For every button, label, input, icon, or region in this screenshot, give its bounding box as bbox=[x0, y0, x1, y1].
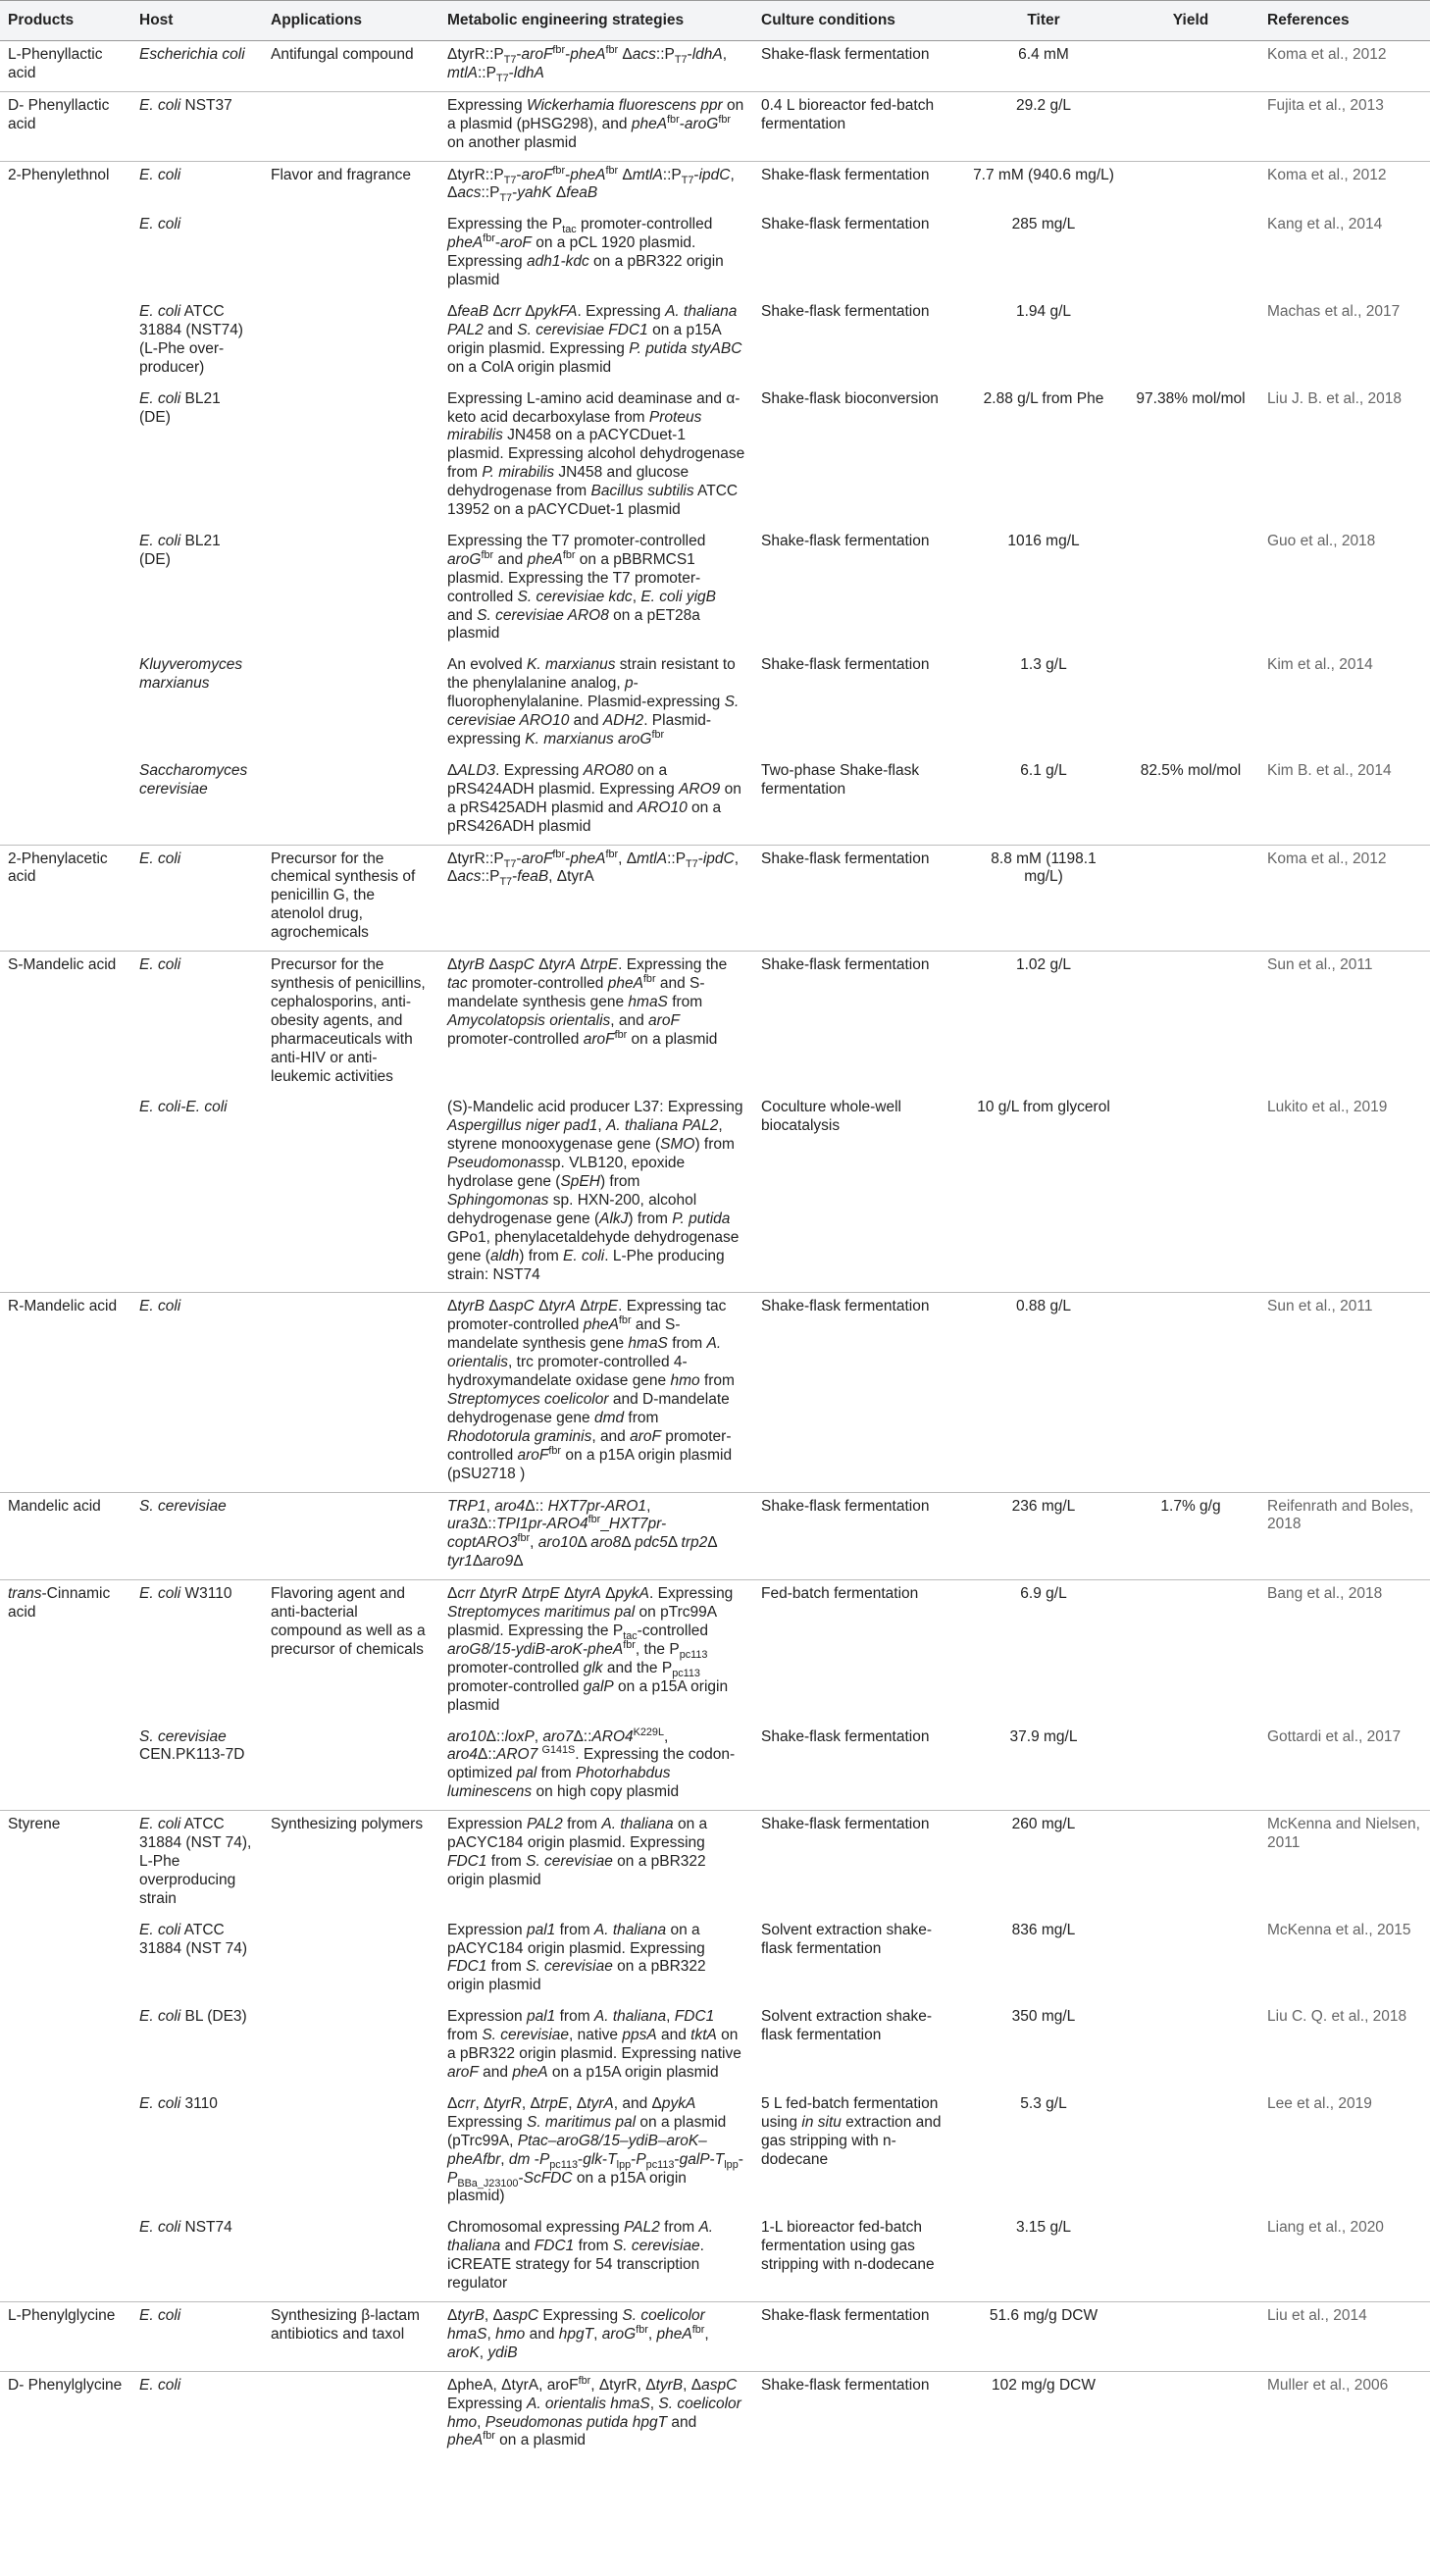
cell-reference: Kim et al., 2014 bbox=[1267, 656, 1373, 674]
cell-product bbox=[0, 2214, 131, 2301]
cell-strategy: (S)-Mandelic acid producer L37: Expressing Aspergillus niger pad1, A. thaliana PAL2, styrene monooxygenase gene (SMO) from Pseudomonassp. VLB120, epoxide hydrolase gene (SpEH) from Sphingomonas sp. HXN-200, alcohol dehydrogenase gene (AlkJ) from P. putida GPo1, phenylacetaldehyde dehydrogenase gene (aldh) from E. coli. L-Phe producing strain: NST74 bbox=[447, 1099, 743, 1283]
cell-culture-conditions: Fed-batch fermentation bbox=[753, 1580, 965, 1724]
cell-culture-conditions: Shake-flask fermentation bbox=[753, 1811, 965, 1917]
table-row bbox=[0, 91, 1430, 161]
cell-product bbox=[0, 757, 131, 845]
cell-yield: 82.5% mol/mol bbox=[1140, 761, 1242, 779]
cell-host: E. coli bbox=[131, 845, 263, 952]
cell-yield bbox=[1122, 2090, 1259, 2214]
cell-application bbox=[263, 211, 439, 298]
header-products: Products bbox=[0, 1, 131, 41]
cell-reference: Koma et al., 2012 bbox=[1259, 161, 1430, 211]
cell-reference: Reifenrath and Boles, 2018 bbox=[1259, 1492, 1430, 1580]
cell-strategy: Δcrr, ΔtyrR, ΔtrpE, ΔtyrA, and ΔpykA Expressing S. maritimus pal on a plasmid (pTrc99A, Ptac–aroG8/15–ydiB–aroK–pheAfbr, dm $-P_{pc113}-glk-T_{lpp}-P_{pc113}-galP-T_{lpp}-P_{BBa\_J23100}$-ScFDC on a p15A origin plasmid) bbox=[447, 2094, 743, 2205]
cell-application bbox=[263, 2090, 439, 2214]
cell-reference: Sun et al., 2011 bbox=[1259, 952, 1430, 1095]
header-applications: Applications bbox=[263, 1, 439, 41]
cell-strategy: $\Delta tyrR::P_{T7}-aroF^{fbr}-pheA^{fbr}$ $\Delta mtlA::P_{T7}$-ipdC, $\Delta acs::P_{T7}$-yahK ΔfeaB bbox=[439, 161, 753, 211]
cell-reference: Kim B. et al., 2014 bbox=[1267, 761, 1392, 779]
table-row bbox=[0, 1094, 1430, 1293]
cell-product: R-Mandelic acid bbox=[0, 1293, 131, 1492]
cell-product bbox=[0, 651, 131, 757]
cell-reference: Liu C. Q. et al., 2018 bbox=[1267, 2008, 1407, 2026]
cell-product: Mandelic acid bbox=[0, 1492, 131, 1580]
cell-culture-conditions: Shake-flask fermentation bbox=[753, 1293, 965, 1492]
cell-reference: Lukito et al., 2019 bbox=[1267, 1099, 1388, 1116]
cell-host: E. coli bbox=[139, 216, 181, 233]
table-row bbox=[0, 211, 1430, 298]
cell-product: trans-Cinnamic acid bbox=[0, 1580, 131, 1724]
cell-application bbox=[263, 298, 439, 386]
cell-titer: 51.6 mg/g DCW bbox=[965, 2301, 1122, 2371]
cell-culture-conditions: 5 L fed-batch fermentation using in situ extraction and gas stripping with n-dodecane bbox=[761, 2094, 942, 2168]
cell-application: Flavor and fragrance bbox=[263, 161, 439, 211]
cell-yield bbox=[1122, 2371, 1259, 2458]
cell-strategy: Expressing L-amino acid deaminase and α-keto acid decarboxylase from Proteus mirabilis JN458 on a pACYCDuet-1 plasmid. Expressing alcohol dehydrogenase from P. mirabilis JN458 and glucose dehydrogenase from Bacillus subtilis ATCC 13952 on a pACYCDuet-1 plasmid bbox=[447, 389, 745, 519]
cell-product: S-Mandelic acid bbox=[0, 952, 131, 1095]
cell-yield bbox=[1122, 1094, 1259, 1293]
cell-yield bbox=[1122, 211, 1259, 298]
cell-reference: Sun et al., 2011 bbox=[1259, 1293, 1430, 1492]
cell-yield bbox=[1122, 845, 1259, 952]
cell-yield bbox=[1122, 952, 1259, 1095]
cell-titer: 260 mg/L bbox=[965, 1811, 1122, 1917]
cell-strategy: ΔtyrB ΔaspC ΔtyrA ΔtrpE. Expressing tac promoter-controlled pheA$^{fbr}$ and S-mandelate synthesis gene hmaS from A. orientalis, trc promoter-controlled 4-hydroxymandelate oxidase gene hmo from Streptomyces coelicolor and D-mandelate dehydrogenase gene dmd from Rhodotorula graminis, and aroF promoter-controlled aroF$^{fbr}$ on a p15A origin plasmid (pSU2718 ) bbox=[439, 1293, 753, 1492]
cell-reference: Liu et al., 2014 bbox=[1259, 2301, 1430, 2371]
table-row bbox=[0, 757, 1430, 845]
table-row bbox=[0, 528, 1430, 651]
cell-application bbox=[263, 1492, 439, 1580]
cell-strategy: Δcrr ΔtyrR ΔtrpE ΔtyrA ΔpykA. Expressing Streptomyces maritimus pal on pTrc99A plasmid. Expressing the $P_{tac}$-controlled aroG8/15-ydiB-aroK-pheA$^{fbr}$, the $P_{pc113}$ promoter-controlled glk and the $P_{pc113}$ promoter-controlled galP on a p15A origin plasmid bbox=[439, 1580, 753, 1724]
cell-strategy: Expression PAL2 from A. thaliana on a pACYC184 origin plasmid. Expressing FDC1 from S. cerevisiae on a pBR322 origin plasmid bbox=[439, 1811, 753, 1917]
cell-culture-conditions: Shake-flask fermentation bbox=[753, 952, 965, 1095]
table-row bbox=[0, 298, 1430, 386]
cell-application bbox=[263, 386, 439, 528]
cell-culture-conditions: Shake-flask fermentation bbox=[753, 2301, 965, 2371]
cell-host: E. coli NST37 bbox=[131, 91, 263, 161]
cell-reference: Kang et al., 2014 bbox=[1267, 216, 1383, 233]
cell-culture-conditions: Two-phase Shake-flask fermentation bbox=[761, 761, 920, 798]
table-row bbox=[0, 1724, 1430, 1811]
cell-strategy: ΔfeaB Δcrr ΔpykFA. Expressing A. thaliana PAL2 and S. cerevisiae FDC1 on a p15A origin plasmid. Expressing P. putida styABC on a ColA origin plasmid bbox=[447, 302, 742, 376]
cell-titer: 285 mg/L bbox=[1011, 216, 1076, 233]
cell-application bbox=[263, 757, 439, 845]
table-body bbox=[0, 41, 1430, 2459]
cell-strategy: $\Delta tyrR::P_{T7}-aroF^{fbr}-pheA^{fbr}$, $\Delta mtlA::P_{T7}$-ipdC, $\Delta acs::P_{T7}$-feaB, ΔtyrA bbox=[439, 845, 753, 952]
cell-culture-conditions: Shake-flask fermentation bbox=[753, 2371, 965, 2458]
cell-yield bbox=[1122, 161, 1259, 211]
cell-application: Synthesizing β-lactam antibiotics and taxol bbox=[263, 2301, 439, 2371]
cell-yield bbox=[1122, 41, 1259, 92]
cell-product: 2-Phenylacetic acid bbox=[0, 845, 131, 952]
cell-host: E. coli bbox=[131, 1293, 263, 1492]
cell-reference: Koma et al., 2012 bbox=[1259, 845, 1430, 952]
cell-culture-conditions: Shake-flask fermentation bbox=[753, 161, 965, 211]
cell-culture-conditions: Coculture whole-well biocatalysis bbox=[761, 1099, 902, 1135]
table-row bbox=[0, 1917, 1430, 2004]
cell-titer: 1.94 g/L bbox=[1015, 302, 1072, 320]
cell-host: E. coli ATCC 31884 (NST 74) bbox=[139, 1921, 247, 1957]
cell-product bbox=[0, 298, 131, 386]
table-row bbox=[0, 1580, 1430, 1724]
cell-product: L-Phenylglycine bbox=[0, 2301, 131, 2371]
cell-host: E. coli NST74 bbox=[139, 2219, 232, 2237]
header-titer: Titer bbox=[965, 1, 1122, 41]
cell-yield bbox=[1122, 651, 1259, 757]
cell-reference: Liu J. B. et al., 2018 bbox=[1267, 389, 1403, 407]
cell-application bbox=[263, 1293, 439, 1492]
cell-application: Precursor for the synthesis of penicillins, cephalosporins, anti-obesity agents, and pharmaceuticals with anti-HIV or anti-leukemic activities bbox=[263, 952, 439, 1095]
cell-yield: 1.7% g/g bbox=[1122, 1492, 1259, 1580]
cell-host: S. cerevisiae bbox=[131, 1492, 263, 1580]
cell-product: D- Phenyllactic acid bbox=[0, 91, 131, 161]
table-row bbox=[0, 2003, 1430, 2090]
cell-product bbox=[0, 1094, 131, 1293]
header-yield: Yield bbox=[1122, 1, 1259, 41]
cell-product bbox=[0, 1724, 131, 1811]
table-row bbox=[0, 952, 1430, 1095]
cell-host: S. cerevisiae CEN.PK113-7D bbox=[139, 1727, 245, 1764]
cell-host: E. coli ATCC 31884 (NST74) (L-Phe over-producer) bbox=[139, 302, 243, 376]
cell-yield bbox=[1122, 2214, 1259, 2301]
cell-culture-conditions: Shake-flask fermentation bbox=[761, 46, 930, 63]
cell-yield bbox=[1122, 2301, 1259, 2371]
table-row bbox=[0, 2214, 1430, 2301]
cell-titer: 6.4 mM bbox=[1018, 46, 1069, 63]
cell-titer: 3.15 g/L bbox=[1015, 2219, 1072, 2237]
table-row bbox=[0, 386, 1430, 528]
cell-culture-conditions: Shake-flask fermentation bbox=[761, 656, 930, 674]
cell-application bbox=[263, 2371, 439, 2458]
cell-titer: 102 mg/g DCW bbox=[965, 2371, 1122, 2458]
cell-titer: 1.02 g/L bbox=[965, 952, 1122, 1095]
cell-product: D- Phenylglycine bbox=[0, 2371, 131, 2458]
cell-reference: Machas et al., 2017 bbox=[1267, 302, 1401, 320]
cell-host: E. coli 3110 bbox=[139, 2094, 218, 2112]
cell-strategy: ΔtyrB ΔaspC ΔtyrA ΔtrpE. Expressing the tac promoter-controlled pheA$^{fbr}$ and S-mandelate synthesis gene hmaS from Amycolatopsis orientalis, and aroF promoter-controlled aroF$^{fbr}$ on a plasmid bbox=[439, 952, 753, 1095]
cell-product bbox=[0, 2003, 131, 2090]
header-strategies: Metabolic engineering strategies bbox=[439, 1, 753, 41]
cell-product: 2-Phenylethnol bbox=[0, 161, 131, 211]
cell-yield: 97.38% mol/mol bbox=[1136, 389, 1246, 407]
cell-reference: Bang et al., 2018 bbox=[1259, 1580, 1430, 1724]
cell-application: Flavoring agent and anti-bacterial compound as well as a precursor of chemicals bbox=[263, 1580, 439, 1724]
cell-application bbox=[263, 528, 439, 651]
header-references: References bbox=[1259, 1, 1430, 41]
cell-culture-conditions: Solvent extraction shake-flask fermentation bbox=[761, 2008, 933, 2044]
cell-reference: Liang et al., 2020 bbox=[1267, 2219, 1384, 2237]
cell-titer: 10 g/L from glycerol bbox=[977, 1099, 1110, 1116]
cell-product bbox=[0, 528, 131, 651]
cell-titer: 0.88 g/L bbox=[965, 1293, 1122, 1492]
cell-strategy: aro10Δ::loxP, $aro7\Delta::ARO4^{K229L}$, aro4Δ::ARO7 $^{G141S}$. Expressing the codon-optimized pal from Photorhabdus luminescens on high copy plasmid bbox=[447, 1726, 736, 1801]
cell-application bbox=[263, 2003, 439, 2090]
cell-culture-conditions: Shake-flask bioconversion bbox=[761, 389, 939, 407]
cell-product: Styrene bbox=[0, 1811, 131, 1917]
cell-application: Synthesizing polymers bbox=[263, 1811, 439, 1917]
cell-application bbox=[263, 1094, 439, 1293]
cell-titer: 236 mg/L bbox=[965, 1492, 1122, 1580]
cell-culture-conditions: Shake-flask fermentation bbox=[761, 302, 930, 320]
cell-strategy: ΔpheA, ΔtyrA, aroF$^{fbr}$, ΔtyrR, ΔtyrB, ΔaspC Expressing A. orientalis hmaS, S. coelicolor hmo, Pseudomonas putida hpgT and pheA$^{fbr}$ on a plasmid bbox=[439, 2371, 753, 2458]
cell-titer: 5.3 g/L bbox=[1020, 2094, 1067, 2112]
cell-yield bbox=[1122, 298, 1259, 386]
cell-reference: McKenna and Nielsen, 2011 bbox=[1259, 1811, 1430, 1917]
cell-application bbox=[263, 651, 439, 757]
cell-culture-conditions: 1-L bioreactor fed-batch fermentation using gas stripping with n-dodecane bbox=[761, 2219, 935, 2274]
cell-culture-conditions: Shake-flask fermentation bbox=[761, 1727, 930, 1745]
cell-yield bbox=[1122, 91, 1259, 161]
cell-culture-conditions: Shake-flask fermentation bbox=[761, 216, 930, 233]
cell-culture-conditions: Shake-flask fermentation bbox=[761, 532, 930, 549]
cell-host: E. coli BL21 (DE) bbox=[139, 532, 221, 568]
cell-reference: Muller et al., 2006 bbox=[1259, 2371, 1430, 2458]
cell-yield bbox=[1122, 1580, 1259, 1724]
cell-application bbox=[263, 91, 439, 161]
cell-host: Saccharomyces cerevisiae bbox=[139, 761, 248, 798]
cell-host: E. coli-E. coli bbox=[139, 1099, 228, 1116]
header-host: Host bbox=[131, 1, 263, 41]
cell-strategy: Expression pal1 from A. thaliana on a pACYC184 origin plasmid. Expressing FDC1 from S. cerevisiae on a pBR322 origin plasmid bbox=[447, 1921, 706, 1994]
cell-application: Antifungal compound bbox=[271, 46, 414, 63]
cell-yield bbox=[1122, 2003, 1259, 2090]
cell-host: E. coli bbox=[131, 2301, 263, 2371]
table-row bbox=[0, 41, 1430, 92]
cell-reference: Fujita et al., 2013 bbox=[1259, 91, 1430, 161]
cell-reference: Guo et al., 2018 bbox=[1267, 532, 1376, 549]
cell-strategy: ΔtyrB, ΔaspC Expressing S. coelicolor hmaS, hmo and hpgT, aroG$^{fbr}$, pheA$^{fbr}$, aroK, ydiB bbox=[439, 2301, 753, 2371]
table-row bbox=[0, 2371, 1430, 2458]
cell-yield bbox=[1122, 1724, 1259, 1811]
cell-strategy: ΔALD3. Expressing ARO80 on a pRS424ADH plasmid. Expressing ARO9 on a pRS425ADH plasmid and ARO10 on a pRS426ADH plasmid bbox=[447, 761, 741, 835]
cell-application bbox=[263, 2214, 439, 2301]
cell-application: Precursor for the chemical synthesis of penicillin G, the atenolol drug, agrochemicals bbox=[263, 845, 439, 952]
table-row bbox=[0, 161, 1430, 211]
table-row bbox=[0, 845, 1430, 952]
cell-strategy: $\Delta tyrR::P_{T7}-aroF^{fbr}-pheA^{fbr}$ $\Delta acs::P_{T7}$-ldhA, $mtlA::P_{T7}$-ldhA bbox=[447, 43, 728, 84]
cell-host: E. coli BL21 (DE) bbox=[139, 389, 221, 426]
cell-titer: 836 mg/L bbox=[1011, 1921, 1076, 1938]
cell-titer: 7.7 mM (940.6 mg/L) bbox=[965, 161, 1122, 211]
cell-product bbox=[0, 1917, 131, 2004]
cell-product bbox=[0, 2090, 131, 2214]
cell-host: E. coli BL (DE3) bbox=[139, 2008, 247, 2026]
table-row bbox=[0, 1293, 1430, 1492]
cell-yield bbox=[1122, 1811, 1259, 1917]
table-header-row bbox=[0, 1, 1430, 41]
cell-titer: 1.3 g/L bbox=[1020, 656, 1067, 674]
cell-reference: McKenna et al., 2015 bbox=[1267, 1921, 1411, 1938]
cell-culture-conditions: Shake-flask fermentation bbox=[753, 845, 965, 952]
cell-culture-conditions: Shake-flask fermentation bbox=[753, 1492, 965, 1580]
cell-host: Kluyveromyces marxianus bbox=[139, 656, 243, 693]
cell-product bbox=[0, 386, 131, 528]
cell-host: E. coli bbox=[131, 161, 263, 211]
cell-culture-conditions: 0.4 L bioreactor fed-batch fermentation bbox=[753, 91, 965, 161]
cell-titer: 8.8 mM (1198.1 mg/L) bbox=[965, 845, 1122, 952]
table-row bbox=[0, 651, 1430, 757]
cell-reference: Koma et al., 2012 bbox=[1267, 46, 1387, 63]
cell-strategy: Expression pal1 from A. thaliana, FDC1 from S. cerevisiae, native ppsA and tktA on a pBR322 origin plasmid. Expressing native aroF and pheA on a p15A origin plasmid bbox=[447, 2008, 741, 2081]
cell-host: E. coli W3110 bbox=[131, 1580, 263, 1724]
cell-culture-conditions: Solvent extraction shake-flask fermentation bbox=[761, 1921, 933, 1957]
table-row bbox=[0, 1811, 1430, 1917]
cell-host: E. coli ATCC 31884 (NST 74), L-Phe overproducing strain bbox=[131, 1811, 263, 1917]
cell-host: E. coli bbox=[131, 2371, 263, 2458]
cell-yield bbox=[1122, 528, 1259, 651]
cell-titer: 1016 mg/L bbox=[1007, 532, 1080, 549]
cell-strategy: TRP1, aro4Δ:: HXT7pr-ARO1, $ura3\Delta::TPI1pr-ARO4^{fbr}\_HXT7pr-coptARO3^{fbr}$, aro10Δ aro8Δ pdc5Δ trp2Δ tyr1Δaro9Δ bbox=[439, 1492, 753, 1580]
cell-application bbox=[263, 1917, 439, 2004]
cell-reference: Lee et al., 2019 bbox=[1267, 2094, 1372, 2112]
cell-host: E. coli bbox=[131, 952, 263, 1095]
table-row bbox=[0, 2301, 1430, 2371]
cell-strategy: Expressing the T7 promoter-controlled aroG$^{fbr}$ and pheA$^{fbr}$ on a pBBRMCS1 plasmid. Expressing the T7 promoter-controlled S. cerevisiae kdc, E. coli yigB and S. cerevisiae ARO8 on a pET28a plasmid bbox=[447, 532, 716, 643]
cell-yield bbox=[1122, 1917, 1259, 2004]
cell-titer: 6.1 g/L bbox=[1020, 761, 1067, 779]
cell-reference: Gottardi et al., 2017 bbox=[1267, 1727, 1402, 1745]
cell-strategy: Expressing the $P_{tac}$ promoter-controlled pheA$^{fbr}$-aroF on a pCL 1920 plasmid. Expressing adh1-kdc on a pBR322 origin plasmid bbox=[447, 216, 724, 289]
table-row bbox=[0, 1492, 1430, 1580]
cell-strategy: Chromosomal expressing PAL2 from A. thaliana and FDC1 from S. cerevisiae. iCREATE strategy for 54 transcription regulator bbox=[447, 2219, 714, 2293]
cell-product: L-Phenyllactic acid bbox=[8, 46, 103, 81]
cell-titer: 6.9 g/L bbox=[965, 1580, 1122, 1724]
cell-yield bbox=[1122, 1293, 1259, 1492]
cell-titer: 37.9 mg/L bbox=[1009, 1727, 1078, 1745]
cell-titer: 29.2 g/L bbox=[965, 91, 1122, 161]
cell-titer: 350 mg/L bbox=[1011, 2008, 1076, 2026]
cell-product bbox=[0, 211, 131, 298]
cell-titer: 2.88 g/L from Phe bbox=[983, 389, 1104, 407]
cell-application bbox=[263, 1724, 439, 1811]
table-row bbox=[0, 2090, 1430, 2214]
cell-strategy: Expressing Wickerhamia fluorescens ppr on a plasmid (pHSG298), and pheA$^{fbr}$-aroG$^{fbr}$ on another plasmid bbox=[439, 91, 753, 161]
header-culture-conditions: Culture conditions bbox=[753, 1, 965, 41]
cell-host: Escherichia coli bbox=[139, 46, 245, 63]
cell-strategy: An evolved K. marxianus strain resistant to the phenylalanine analog, p-fluorophenylalanine. Plasmid-expressing S. cerevisiae ARO10 and ADH2. Plasmid-expressing K. marxianus aroG$^{fbr}$ bbox=[447, 656, 740, 747]
